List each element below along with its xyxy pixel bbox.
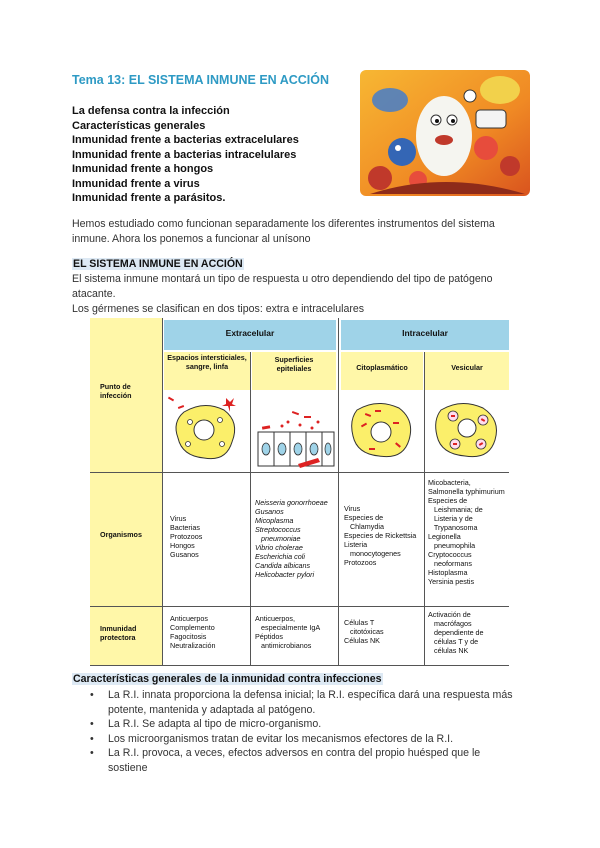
intro-paragraph: Hemos estudiado como funcionan separadamente los diferentes instrumentos del sistema inmune. Ahora los ponemos a funcionar al unísono bbox=[72, 218, 495, 245]
table-cell-line: monocytogenes bbox=[344, 549, 401, 558]
table-cell-line: Micoplasma bbox=[255, 516, 294, 525]
intracelular-label: Intracelular bbox=[402, 328, 448, 338]
table-cell-line: Listeria y de bbox=[428, 514, 473, 523]
table-cell-line: Trypanosoma bbox=[428, 523, 478, 532]
section-text bbox=[72, 272, 512, 317]
cartoon-illustration bbox=[360, 70, 530, 196]
table-cell-line: dependiente de bbox=[428, 628, 484, 637]
topic-item: Inmunidad frente a virus bbox=[72, 177, 200, 190]
organisms-citoplasmatico bbox=[344, 504, 424, 567]
divider bbox=[162, 318, 163, 666]
title-prefix: Tema 13: bbox=[72, 73, 126, 87]
table-cell-line: Vibrio cholerae bbox=[255, 543, 303, 552]
list-item: • Los microorganismos tratan de evitar los mecanismos efectores de la R.I. bbox=[90, 732, 515, 747]
vesicular-label: Vesicular bbox=[451, 363, 483, 372]
table-cell-line: Histoplasma bbox=[428, 568, 468, 577]
table-cell-line: Yersinia pestis bbox=[428, 577, 475, 586]
table-cell-line: Legionella bbox=[428, 532, 461, 541]
table-cell-line: Anticuerpos bbox=[170, 614, 208, 623]
title-text: EL SISTEMA INMUNE EN ACCIÓN bbox=[128, 73, 329, 87]
cell-illustration-citoplasmatico bbox=[341, 392, 423, 470]
table-cell-line: Especies de bbox=[344, 513, 384, 522]
divider bbox=[250, 352, 251, 666]
table-cell-line: Virus bbox=[344, 504, 361, 513]
immunity-espacios bbox=[170, 614, 248, 650]
table-cell-line: Complemento bbox=[170, 623, 215, 632]
table-cell-line: células NK bbox=[428, 646, 469, 655]
table-cell-line: citotóxicas bbox=[344, 627, 384, 636]
list-item: • La R.I. Se adapta al tipo de micro-organismo. bbox=[90, 717, 515, 732]
table-cell-line: Cryptococcus bbox=[428, 550, 472, 559]
divider bbox=[90, 665, 509, 666]
list-item: • La R.I. provoca, a veces, efectos adversos en contra del propio huésped que le sostiene bbox=[90, 746, 515, 775]
extracelular-label: Extracelular bbox=[225, 328, 275, 338]
table-cell-line: Activación de bbox=[428, 610, 471, 619]
page-title bbox=[72, 73, 329, 87]
cell-illustration-vesicular bbox=[425, 392, 509, 470]
table-cell-line: antimicrobianos bbox=[255, 641, 312, 650]
table-cell-line: macrófagos bbox=[428, 619, 472, 628]
table-cell-line: Anticuerpos, bbox=[255, 614, 295, 623]
divider bbox=[90, 606, 509, 607]
table-cell-line: Virus bbox=[170, 514, 187, 523]
table-cell-line: Fagocitosis bbox=[170, 632, 207, 641]
topic-item: Inmunidad frente a bacterias extracelulares bbox=[72, 134, 299, 146]
table-cell-line: Células T bbox=[344, 618, 375, 627]
table-cell-line: Salmonella typhimurium bbox=[428, 487, 505, 496]
immunity-citoplasmatico bbox=[344, 618, 424, 645]
immunity-superficies bbox=[255, 614, 337, 650]
row-label-column bbox=[90, 318, 162, 666]
section-line: El sistema inmune montará un tipo de respuesta u otro dependiendo del tipo de patógeno atacante. bbox=[72, 273, 493, 300]
organisms-espacios bbox=[170, 514, 248, 559]
divider bbox=[90, 472, 509, 473]
organisms-vesicular bbox=[428, 478, 508, 586]
organisms-superficies bbox=[255, 498, 337, 579]
table-cell-line: neoformans bbox=[428, 559, 472, 568]
topic-item: Características generales bbox=[72, 119, 206, 132]
table-cell-line: Protozoos bbox=[170, 532, 203, 541]
table-cell-line: Gusanos bbox=[170, 550, 199, 559]
table-cell-line: Péptidos bbox=[255, 632, 283, 641]
characteristics-heading: Características generales de la inmunidad contra infecciones bbox=[73, 673, 382, 685]
table-cell-line: Neutralización bbox=[170, 641, 216, 650]
table-cell-line: Gusanos bbox=[255, 507, 284, 516]
pathogen-table-figure bbox=[90, 318, 509, 666]
espacios-label: Espacios intersticiales, sangre, linfa bbox=[167, 353, 247, 371]
divider bbox=[338, 318, 339, 666]
table-cell-line: pneumoniae bbox=[255, 534, 301, 543]
table-cell-line: Leishmania; de bbox=[428, 505, 483, 514]
table-cell-line: Protozoos bbox=[344, 558, 377, 567]
section-heading: EL SISTEMA INMUNE EN ACCIÓN bbox=[73, 258, 243, 270]
table-cell-line: Neisseria gonorrhoeae bbox=[255, 498, 328, 507]
table-cell-line: Células NK bbox=[344, 636, 380, 645]
characteristics-list bbox=[90, 688, 515, 775]
topic-item: Inmunidad frente a hongos bbox=[72, 163, 214, 175]
table-cell-line: especialmente IgA bbox=[255, 623, 321, 632]
topic-item: Inmunidad frente a bacterias intracelulares bbox=[72, 148, 297, 161]
table-cell-line: Chlamydia bbox=[344, 522, 384, 531]
table-cell-line: pneumophila bbox=[428, 541, 476, 550]
row-label-organismos: Organismos bbox=[100, 530, 142, 539]
superficies-label: Superficies epiteliales bbox=[274, 355, 314, 373]
table-cell-line: Streptococcus bbox=[255, 525, 301, 534]
table-cell-line: Escherichia coli bbox=[255, 552, 305, 561]
table-cell-line: Bacterias bbox=[170, 523, 200, 532]
table-cell-line: Helicobacter pylori bbox=[255, 570, 315, 579]
topic-list bbox=[72, 104, 299, 206]
table-cell-line: Hongos bbox=[170, 541, 195, 550]
table-cell-line: Especies de bbox=[428, 496, 468, 505]
cell-illustration-superficies bbox=[252, 392, 336, 470]
table-cell-line: Especies de Rickettsia bbox=[344, 531, 417, 540]
table-cell-line: células T y de bbox=[428, 637, 479, 646]
section-line: Los gérmenes se clasifican en dos tipos: extra e intracelulares bbox=[72, 303, 365, 315]
citoplasmatico-label: Citoplasmático bbox=[356, 363, 408, 372]
list-item: • La R.I. innata proporciona la defensa inicial; la R.I. específica dará una respuesta más potente, mantenida y adaptada al patógeno. bbox=[90, 688, 515, 717]
topic-item: La defensa contra la infección bbox=[72, 105, 230, 117]
table-cell-line: Candida albicans bbox=[255, 561, 311, 570]
immunity-vesicular bbox=[428, 610, 508, 655]
topic-item: Inmunidad frente a parásitos. bbox=[72, 192, 226, 204]
row-label-inmunidad: Inmunidad protectora bbox=[100, 624, 137, 642]
table-cell-line: Micobacteria, bbox=[428, 478, 471, 487]
row-label-punto: Punto de infección bbox=[100, 382, 132, 400]
cell-illustration-espacios bbox=[164, 392, 250, 470]
table-cell-line: Listeria bbox=[344, 540, 368, 549]
